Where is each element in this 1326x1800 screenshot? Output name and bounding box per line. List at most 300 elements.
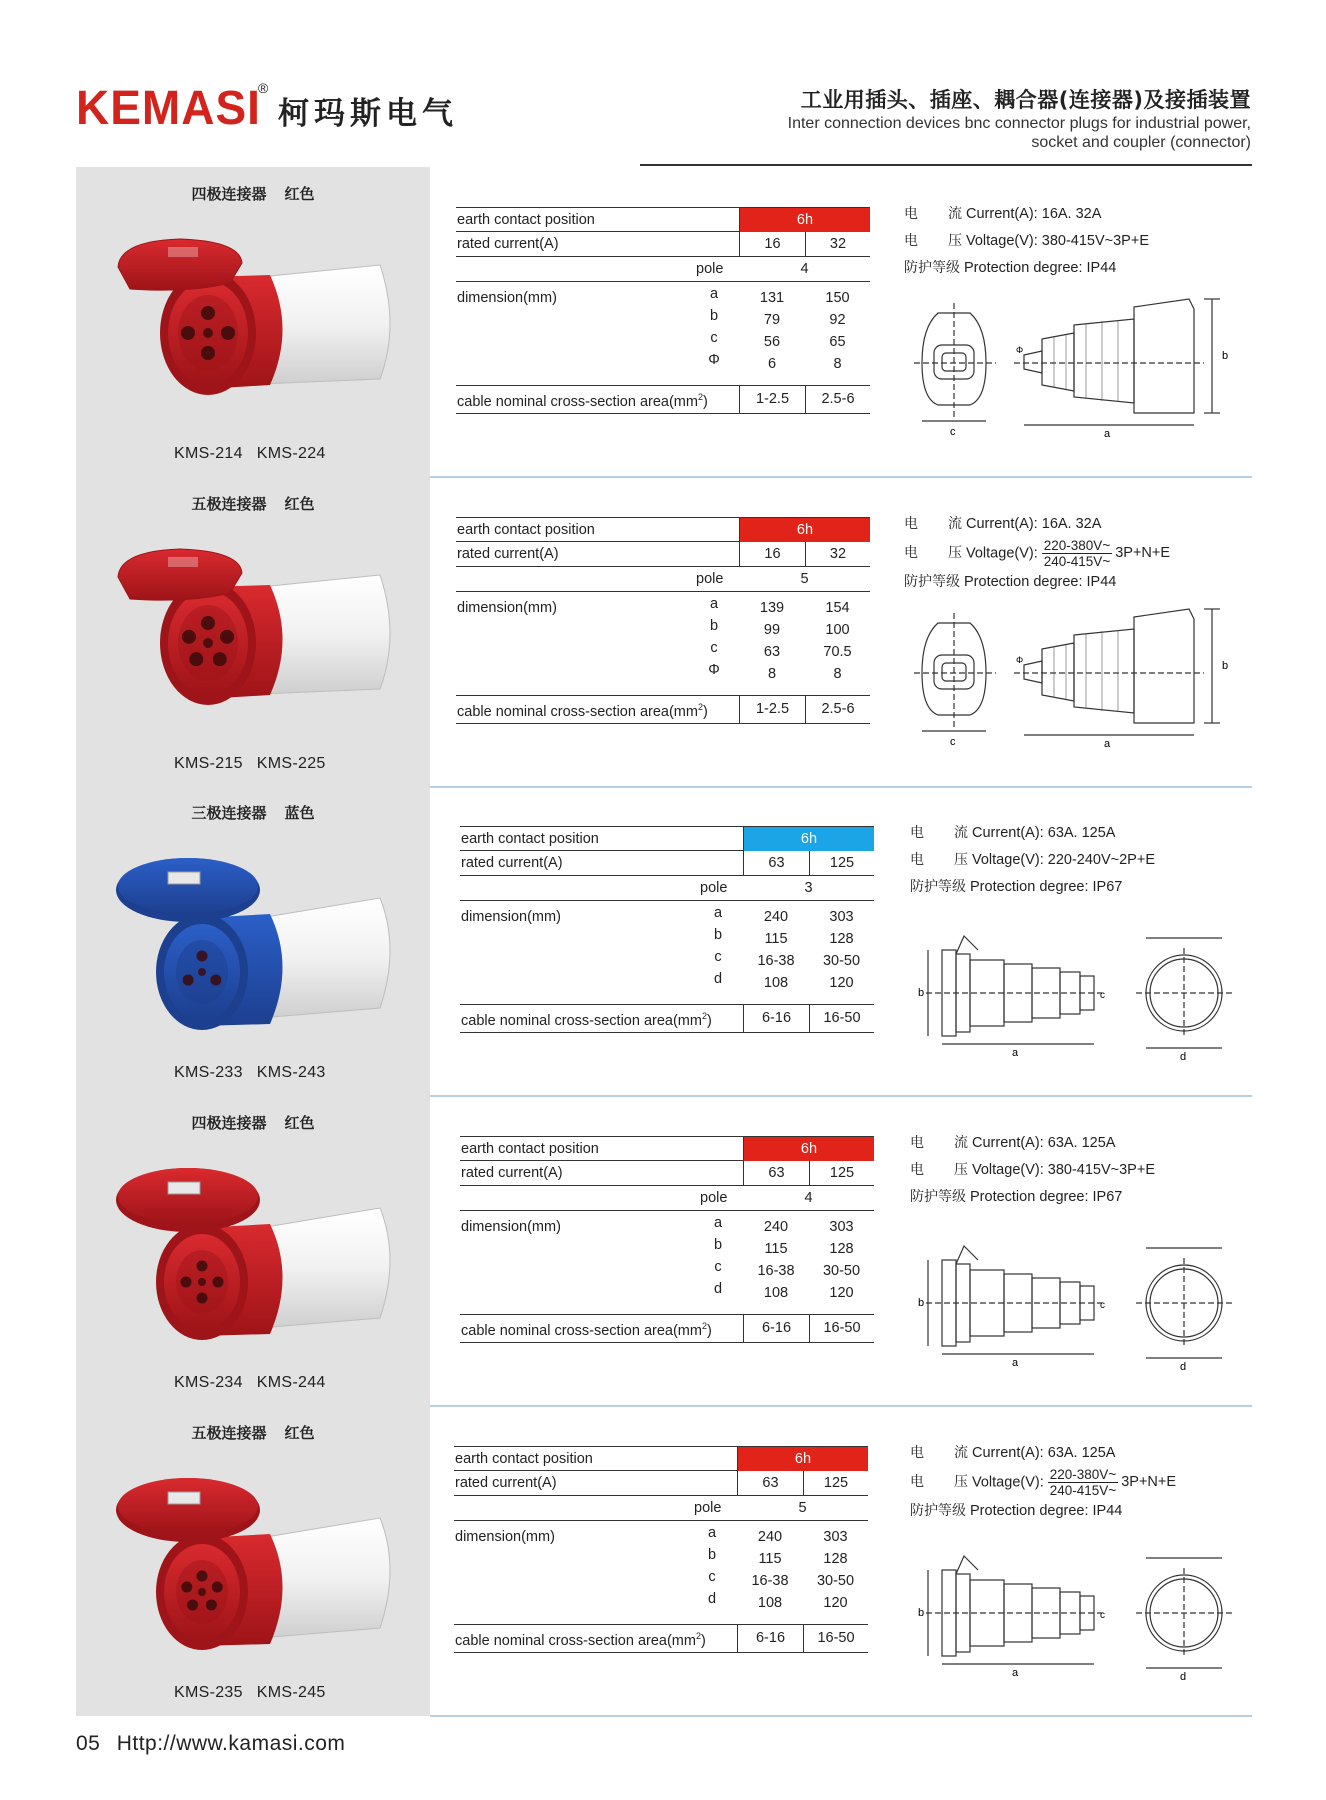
earth-contact-row: [456, 207, 870, 232]
current-label-en: Current(A):: [972, 1445, 1048, 1461]
dimension-drawing-wrap: [904, 599, 1244, 749]
model-numbers: [174, 1064, 340, 1082]
page-number: 05: [76, 1732, 101, 1755]
dimension-value: 108: [763, 1285, 789, 1301]
spec-table: [454, 1446, 868, 1653]
connector-type: 五极连接器: [191, 495, 267, 513]
current-label-cn-char2: 流: [954, 825, 968, 841]
dimension-block: [460, 901, 874, 1005]
voltage-label-cn-char2: 压: [948, 233, 962, 249]
voltage-label-cn-char2: 压: [954, 852, 968, 868]
pole-row: [460, 1186, 874, 1211]
pole-label: pole: [700, 1190, 728, 1206]
dimension-key: Φ: [708, 662, 720, 678]
header-title-block: [788, 84, 1251, 152]
dimension-value: 303: [829, 909, 854, 925]
cable-area-label: [457, 702, 708, 720]
voltage-value: 380-415V~3P+E: [1041, 233, 1149, 249]
model-number: KMS-214: [174, 445, 243, 462]
cable-area-value: 1-2.5: [739, 386, 805, 413]
dimension-value: 128: [829, 931, 854, 947]
dimension-key: b: [709, 308, 719, 324]
current-label-en: Current(A):: [966, 516, 1042, 532]
dimension-value: 16-38: [757, 1263, 795, 1279]
dimension-value: 240: [763, 909, 789, 925]
voltage-line: [910, 1467, 1270, 1498]
product-photo: [110, 1158, 400, 1348]
protection-label-cn: 防护等级: [910, 1189, 966, 1205]
product-photo-panel: [76, 786, 430, 1096]
dim-label-a: a: [1104, 428, 1111, 439]
dimension-key: b: [709, 618, 719, 634]
cable-area-value: 6-16: [743, 1315, 809, 1342]
rated-current-value: 32: [805, 542, 870, 566]
earth-contact-value: 6h: [739, 518, 870, 542]
protection-value: IP67: [1092, 1189, 1123, 1205]
rated-current-label: rated current(A): [457, 546, 559, 562]
rated-current-value: 125: [803, 1471, 868, 1495]
dimension-label: dimension(mm): [461, 1219, 561, 1235]
dim-label-a: a: [1012, 1667, 1019, 1679]
dimension-drawing-wrap: [906, 920, 1246, 1070]
dim-label-a: a: [1012, 1047, 1019, 1059]
cable-area-close: ): [706, 1012, 712, 1029]
dim-label-d: d: [1180, 1051, 1187, 1063]
cable-area-row: [456, 386, 870, 414]
dimension-value: 154: [825, 600, 850, 616]
dimension-key: a: [707, 1525, 717, 1541]
dimension-value: 30-50: [822, 953, 861, 969]
model-number: KMS-244: [256, 1374, 326, 1391]
spec-table: [456, 517, 870, 724]
spec-table: [456, 207, 870, 414]
product-section: [0, 786, 1326, 1096]
dimension-key: Φ: [708, 352, 720, 368]
pole-row: [456, 257, 870, 282]
current-label-en: Current(A):: [972, 825, 1048, 841]
model-number: KMS-234: [174, 1374, 243, 1391]
website-url[interactable]: Http://www.kamasi.com: [116, 1732, 346, 1755]
protection-line: [904, 255, 1264, 282]
cable-area-close: ): [700, 1632, 706, 1649]
brand-name-cn: 柯玛斯电气: [278, 96, 458, 132]
dimension-value: 8: [833, 666, 842, 682]
product-image: [110, 539, 400, 729]
dimension-value: 131: [759, 290, 785, 306]
section-title: [76, 802, 430, 823]
connector-type: 四极连接器: [191, 185, 267, 203]
cable-area-value: 16-50: [803, 1625, 868, 1652]
dimension-key: a: [709, 596, 719, 612]
cable-area-sup: 2: [697, 392, 703, 402]
protection-value: IP67: [1092, 879, 1123, 895]
dimension-drawing: [906, 1540, 1246, 1690]
product-section: [0, 1406, 1326, 1716]
dimension-value: 63: [763, 644, 781, 660]
dimension-block: [460, 1211, 874, 1315]
pole-value: 5: [800, 571, 809, 587]
voltage-label-cn: [910, 847, 972, 874]
dimension-value: 16-38: [751, 1573, 789, 1589]
pole-value: 4: [800, 261, 809, 277]
protection-label-en: Protection degree:: [970, 1189, 1093, 1205]
dim-label-d: d: [1180, 1671, 1187, 1683]
current-value: 63A. 125A: [1047, 825, 1116, 841]
cable-area-value: 1-2.5: [739, 696, 805, 723]
product-image: [110, 229, 400, 419]
cable-area-text: cable nominal cross-section area(mm: [461, 1012, 702, 1029]
dimension-value: 8: [767, 666, 777, 682]
section-title: [76, 1112, 430, 1133]
rated-current-row: [456, 232, 870, 257]
product-photo-panel: [76, 477, 430, 787]
connector-color: 红色: [284, 1424, 315, 1442]
section-title: [76, 493, 430, 514]
pole-label: pole: [696, 261, 724, 277]
voltage-label-en: Voltage(V):: [966, 233, 1042, 249]
voltage-label-cn: [904, 540, 966, 567]
dimension-label: dimension(mm): [455, 1529, 555, 1545]
dimension-drawing-wrap: [904, 289, 1244, 439]
dim-label-c: c: [1100, 1300, 1105, 1311]
rated-current-label: rated current(A): [461, 855, 563, 871]
voltage-value-top: 220-380V~: [1043, 538, 1111, 553]
dimension-value: 108: [757, 1595, 783, 1611]
current-value: 16A. 32A: [1041, 206, 1102, 222]
rated-current-value: 16: [739, 542, 805, 566]
dimension-value: 70.5: [823, 644, 852, 660]
rated-current-value: 63: [743, 851, 809, 875]
pole-label: pole: [700, 880, 728, 896]
dimension-key: b: [713, 927, 723, 943]
voltage-value: 380-415V~3P+E: [1047, 1162, 1155, 1178]
dimension-drawing-wrap: [906, 1540, 1246, 1690]
voltage-label-cn-char1: 电: [910, 1474, 924, 1491]
dim-label-b: b: [1222, 660, 1229, 672]
pole-row: [454, 1496, 868, 1521]
dim-label-a: a: [1104, 738, 1111, 749]
spec-table: [460, 826, 874, 1033]
dimension-key: c: [708, 1569, 716, 1585]
voltage-value: 220-240V~2P+E: [1047, 852, 1155, 868]
dimension-label: dimension(mm): [457, 290, 557, 306]
product-image: [110, 1468, 400, 1658]
earth-contact-row: [454, 1446, 868, 1471]
dimension-value: 150: [825, 290, 850, 306]
rated-current-label: rated current(A): [457, 236, 559, 252]
voltage-label-cn-char1: 电: [910, 1162, 924, 1178]
cable-area-value: 6-16: [743, 1005, 809, 1032]
voltage-value-bottom: 240-415V~: [1049, 1483, 1117, 1498]
current-value: 63A. 125A: [1047, 1135, 1116, 1151]
cable-area-text: cable nominal cross-section area(mm: [457, 703, 698, 720]
dimension-value: 240: [757, 1529, 783, 1545]
protection-label-en: Protection degree:: [970, 1503, 1093, 1519]
earth-contact-label: earth contact position: [457, 522, 595, 538]
earth-contact-value: 6h: [739, 208, 870, 232]
product-image: [110, 848, 400, 1038]
voltage-label-cn-char2: 压: [954, 1162, 968, 1178]
dimension-block: [456, 592, 870, 696]
header-rule: [640, 164, 1252, 166]
current-label-cn: [910, 1440, 972, 1467]
cable-area-close: ): [702, 393, 708, 410]
protection-line: [910, 1498, 1270, 1525]
header-title-en-line1: Inter connection devices bnc connector plugs for industrial power,: [787, 115, 1251, 132]
current-label-cn-char2: 流: [954, 1135, 968, 1151]
dimension-key: c: [714, 1259, 722, 1275]
brand-logo: KEMASI: [76, 79, 261, 135]
dim-label-c: c: [950, 426, 956, 438]
earth-contact-label: earth contact position: [461, 831, 599, 847]
registered-mark: ®: [258, 80, 269, 96]
dim-label-b: b: [918, 1297, 925, 1309]
cable-area-text: cable nominal cross-section area(mm: [461, 1322, 702, 1339]
current-label-cn: [904, 201, 966, 228]
rated-current-label: rated current(A): [461, 1165, 563, 1181]
current-label-cn-char1: 电: [904, 206, 918, 222]
dim-label-b: b: [918, 1607, 925, 1619]
model-numbers: [174, 1684, 340, 1702]
spec-properties: [910, 1130, 1270, 1211]
current-label-cn-char2: 流: [948, 206, 962, 222]
model-numbers: [174, 755, 340, 773]
earth-contact-row: [460, 1136, 874, 1161]
header-title-cn: 工业用插头、插座、耦合器(连接器)及接插装置: [800, 88, 1251, 112]
dimension-key: b: [707, 1547, 717, 1563]
cable-area-row: [460, 1315, 874, 1343]
pole-row: [460, 876, 874, 901]
current-label-cn-char1: 电: [904, 516, 918, 532]
dimension-value: 8: [833, 356, 842, 372]
header-title-en-line2: socket and coupler (connector): [1031, 134, 1251, 151]
pole-value: 4: [804, 1190, 813, 1206]
voltage-label-cn-char1: 电: [904, 233, 918, 249]
dimension-value: 115: [764, 931, 788, 947]
protection-value: IP44: [1092, 1503, 1123, 1519]
current-label-cn-char2: 流: [948, 516, 962, 532]
earth-contact-value: 6h: [743, 1137, 874, 1161]
product-photo-panel: [76, 167, 430, 477]
current-label-cn: [904, 511, 966, 538]
earth-contact-value: 6h: [743, 827, 874, 851]
page-header: [0, 0, 1326, 170]
current-label-cn-char1: 电: [910, 825, 924, 841]
model-numbers: [174, 445, 340, 463]
voltage-line: [904, 538, 1264, 569]
dim-label-b: b: [1222, 350, 1229, 362]
voltage-fraction: [1048, 1467, 1118, 1498]
current-line: [904, 201, 1264, 228]
connector-type: 三极连接器: [191, 804, 267, 822]
product-photo: [110, 229, 400, 419]
spec-properties: [910, 820, 1270, 901]
dimension-value: 99: [763, 622, 781, 638]
product-photo-panel: [76, 1096, 430, 1406]
dimension-value: 65: [829, 334, 846, 350]
cable-area-sup: 2: [701, 1321, 707, 1331]
connector-type: 五极连接器: [191, 1424, 267, 1442]
model-number: KMS-235: [174, 1684, 243, 1701]
cable-area-value: 6-16: [737, 1625, 803, 1652]
cable-area-text: cable nominal cross-section area(mm: [455, 1632, 696, 1649]
voltage-label-en: Voltage(V):: [972, 1162, 1048, 1178]
cable-area-text: cable nominal cross-section area(mm: [457, 393, 698, 410]
dim-label-c: c: [950, 736, 956, 748]
rated-current-row: [456, 542, 870, 567]
voltage-line: [910, 847, 1270, 874]
dim-label-c: c: [1100, 990, 1105, 1001]
spec-properties: [910, 1440, 1270, 1525]
dimension-drawing: [906, 920, 1246, 1070]
rated-current-value: 32: [805, 232, 870, 256]
cable-area-label: [461, 1011, 712, 1029]
product-section: [0, 167, 1326, 477]
dimension-key: a: [713, 1215, 723, 1231]
model-number: KMS-224: [256, 445, 326, 462]
rated-current-value: 125: [809, 1161, 874, 1185]
dim-label-phi: Φ: [1016, 345, 1024, 355]
rated-current-row: [454, 1471, 868, 1496]
product-photo: [110, 539, 400, 729]
pole-label: pole: [696, 571, 724, 587]
voltage-label-cn: [910, 1157, 972, 1184]
connector-color: 红色: [284, 495, 315, 513]
rated-current-value: 63: [743, 1161, 809, 1185]
current-label-cn: [910, 1130, 972, 1157]
dimension-key: a: [713, 905, 723, 921]
dimension-label: dimension(mm): [457, 600, 557, 616]
voltage-label-cn: [904, 228, 966, 255]
voltage-suffix: 3P+N+E: [1115, 545, 1171, 562]
voltage-fraction: [1042, 538, 1112, 569]
rated-current-value: 16: [739, 232, 805, 256]
dim-label-c: c: [1100, 1610, 1105, 1621]
dimension-value: 100: [825, 622, 850, 638]
dimension-key: a: [709, 286, 719, 302]
section-divider: [430, 1715, 1252, 1717]
connector-color: 红色: [284, 1114, 315, 1132]
dimension-value: 139: [759, 600, 785, 616]
voltage-line: [904, 228, 1264, 255]
cable-area-row: [456, 696, 870, 724]
product-photo-panel: [76, 1406, 430, 1716]
dimension-key: c: [710, 640, 718, 656]
voltage-label-cn-char1: 电: [904, 545, 918, 562]
voltage-suffix: 3P+N+E: [1121, 1474, 1177, 1491]
pole-row: [456, 567, 870, 592]
earth-contact-label: earth contact position: [457, 212, 595, 228]
dimension-value: 128: [829, 1241, 854, 1257]
dimension-drawing: [904, 599, 1244, 749]
earth-contact-label: earth contact position: [455, 1451, 593, 1467]
earth-contact-label: earth contact position: [461, 1141, 599, 1157]
dimension-value: 30-50: [816, 1573, 855, 1589]
earth-contact-row: [460, 826, 874, 851]
pole-value: 3: [804, 880, 813, 896]
dimension-value: 120: [829, 975, 854, 991]
product-section: [0, 477, 1326, 787]
current-label-en: Current(A):: [972, 1135, 1048, 1151]
cable-area-value: 2.5-6: [805, 386, 870, 413]
voltage-label-cn-char2: 压: [948, 545, 962, 562]
current-line: [910, 1130, 1270, 1157]
cable-area-close: ): [702, 703, 708, 720]
cable-area-value: 2.5-6: [805, 696, 870, 723]
dimension-value: 92: [829, 312, 846, 328]
cable-area-label: [455, 1631, 706, 1649]
rated-current-label: rated current(A): [455, 1475, 557, 1491]
protection-line: [910, 1184, 1270, 1211]
protection-label-en: Protection degree:: [964, 260, 1087, 276]
current-value: 63A. 125A: [1047, 1445, 1116, 1461]
dimension-value: 115: [758, 1551, 782, 1567]
protection-label-en: Protection degree:: [964, 574, 1087, 590]
dimension-value: 115: [764, 1241, 788, 1257]
earth-contact-value: 6h: [737, 1447, 868, 1471]
protection-line: [904, 569, 1264, 596]
connector-type: 四极连接器: [191, 1114, 267, 1132]
spec-properties: [904, 511, 1264, 596]
page-footer: [76, 1732, 345, 1756]
dimension-value: 120: [823, 1595, 848, 1611]
spec-properties: [904, 201, 1264, 282]
protection-label-en: Protection degree:: [970, 879, 1093, 895]
cable-area-row: [454, 1625, 868, 1653]
voltage-line: [910, 1157, 1270, 1184]
dim-label-d: d: [1180, 1361, 1187, 1373]
dimension-key: c: [714, 949, 722, 965]
model-number: KMS-243: [256, 1064, 326, 1081]
earth-contact-row: [456, 517, 870, 542]
cable-area-row: [460, 1005, 874, 1033]
cable-area-label: [457, 392, 708, 410]
model-number: KMS-245: [256, 1684, 326, 1701]
dimension-block: [454, 1521, 868, 1625]
dimension-value: 303: [829, 1219, 854, 1235]
dim-label-a: a: [1012, 1357, 1019, 1369]
spec-table: [460, 1136, 874, 1343]
dim-label-b: b: [918, 987, 925, 999]
dimension-block: [456, 282, 870, 386]
voltage-value-bottom: 240-415V~: [1043, 554, 1111, 569]
dimension-key: c: [710, 330, 718, 346]
protection-value: IP44: [1086, 260, 1117, 276]
cable-area-sup: 2: [697, 702, 703, 712]
dimension-value: 128: [823, 1551, 848, 1567]
dimension-label: dimension(mm): [461, 909, 561, 925]
current-line: [910, 820, 1270, 847]
rated-current-row: [460, 1161, 874, 1186]
current-label-cn-char1: 电: [910, 1445, 924, 1461]
dimension-value: 120: [829, 1285, 854, 1301]
current-label-en: Current(A):: [966, 206, 1042, 222]
model-numbers: [174, 1374, 340, 1392]
protection-value: IP44: [1086, 574, 1117, 590]
dimension-value: 56: [763, 334, 781, 350]
cable-area-value: 16-50: [809, 1005, 874, 1032]
protection-label-cn: 防护等级: [904, 260, 960, 276]
voltage-label-cn: [910, 1469, 972, 1496]
protection-label-cn: 防护等级: [904, 574, 960, 590]
protection-label-cn: 防护等级: [910, 879, 966, 895]
voltage-label-cn-char1: 电: [910, 852, 924, 868]
model-number: KMS-215: [174, 755, 243, 772]
dimension-drawing: [904, 289, 1244, 439]
product-section: [0, 1096, 1326, 1406]
voltage-label-en: Voltage(V):: [972, 852, 1048, 868]
dimension-key: d: [713, 1281, 723, 1297]
